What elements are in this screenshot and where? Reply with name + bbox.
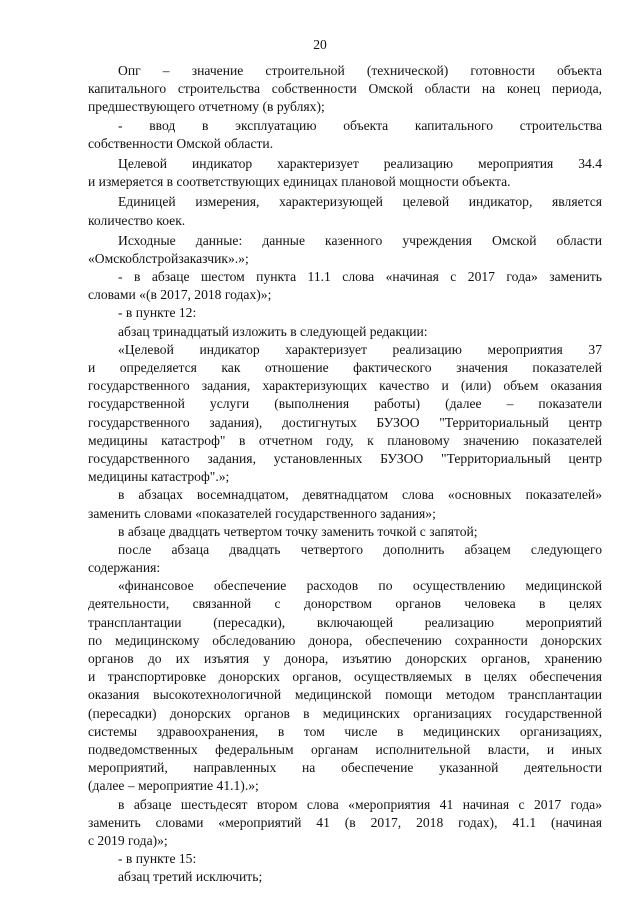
text-line: Исходные данные: данные казенного учреждения Омской области <box>118 232 602 248</box>
text-line: системы здравоохранения, в том числе в медицинских организациях, <box>88 723 602 739</box>
text-line: - в пункте 12: <box>118 305 197 321</box>
text-line: органов до их изъятия у донора, изъятию донорских органов, хранению <box>88 651 602 666</box>
text-line: в абзацах восемнадцатом, девятнадцатом слова «основных показателей» <box>118 487 602 503</box>
document-body <box>88 62 602 886</box>
text-line: капитального строительства собственности Омской области на конец периода, <box>88 81 602 97</box>
text-line: «финансовое обеспечение расходов по осуществлению медицинской <box>118 578 602 594</box>
text-line: заменить словами «мероприятий 41 (в 2017, 2018 годах), 41.1 (начиная <box>88 814 602 830</box>
text-line: и измеряется в соответствующих единицах плановой мощности объекта. <box>88 174 511 190</box>
text-line: «Омскоблстройзаказчик».»; <box>88 250 249 266</box>
text-line: Единицей измерения, характеризующей целевой индикатор, является <box>118 194 602 210</box>
text-line: предшествующего отчетному (в рублях); <box>88 99 325 115</box>
text-line: трансплантации (пересадки), включающей реализацию мероприятий <box>88 614 602 630</box>
text-line: государственного задания, характеризующих качество и (или) объем оказания <box>88 378 602 394</box>
text-line: Целевой индикатор характеризует реализацию мероприятия 34.4 <box>118 155 602 171</box>
text-line: государственного задания, установленных БУЗОО "Территориальный центр <box>88 450 602 466</box>
page-number: 20 <box>313 37 327 52</box>
text-line: (далее – мероприятие 41.1).»; <box>88 778 259 794</box>
text-line: мероприятий, направленных на обеспечение указанной деятельности <box>88 760 602 776</box>
text-line: абзац третий исключить; <box>118 869 263 885</box>
text-line: «Целевой индикатор характеризует реализацию мероприятия 37 <box>118 341 602 357</box>
text-line: Опг – значение строительной (технической) готовности объекта <box>118 63 602 78</box>
text-line: заменить словами «показателей государственного задания»; <box>88 505 436 521</box>
text-line: в абзаце двадцать четвертом точку заменить точкой с запятой; <box>118 523 478 539</box>
text-line: в абзаце шестьдесят втором слова «мероприятия 41 начиная с 2017 года» <box>118 796 602 812</box>
text-line: деятельности, связанной с донорством органов человека в целях <box>88 596 602 612</box>
text-line: государственного задания), достигнутых БУЗОО "Территориальный центр <box>88 414 602 430</box>
text-line: оказания высокотехнологичной медицинской помощи методом трансплантации <box>88 687 602 703</box>
text-line: медицины катастроф" в отчетном году, к плановому значению показателей <box>88 432 602 448</box>
text-line: (пересадки) донорских органов в медицинских организациях государственной <box>88 705 602 721</box>
text-line: по медицинскому обследованию донора, обеспечению сохранности донорских <box>88 632 602 648</box>
text-line: - в пункте 15: <box>118 851 197 867</box>
text-line: государственной услуги (выполнения работы) (далее – показатели <box>88 396 602 412</box>
text-line: словами «(в 2017, 2018 годах)»; <box>88 287 272 303</box>
text-line: подведомственных федеральным органам исполнительной власти, и иных <box>88 741 602 757</box>
text-line: собственности Омской области. <box>88 135 274 151</box>
text-line: содержания: <box>88 560 161 576</box>
text-line: медицины катастроф".»; <box>88 469 230 485</box>
text-line: - ввод в эксплуатацию объекта капитального строительства <box>118 117 602 133</box>
text-line: и транспортировке донорских органов, осуществляемых в целях обеспечения <box>88 669 602 685</box>
text-line: - в абзаце шестом пункта 11.1 слова «начиная с 2017 года» заменить <box>118 269 602 285</box>
text-line: количество коек. <box>88 212 186 228</box>
text-line: абзац тринадцатый изложить в следующей редакции: <box>118 323 428 339</box>
text-line: и определяется как отношение фактического значения показателей <box>88 360 602 375</box>
text-line: с 2019 года)»; <box>88 832 168 848</box>
text-line: после абзаца двадцать четвертого дополнить абзацем следующего <box>118 541 602 557</box>
